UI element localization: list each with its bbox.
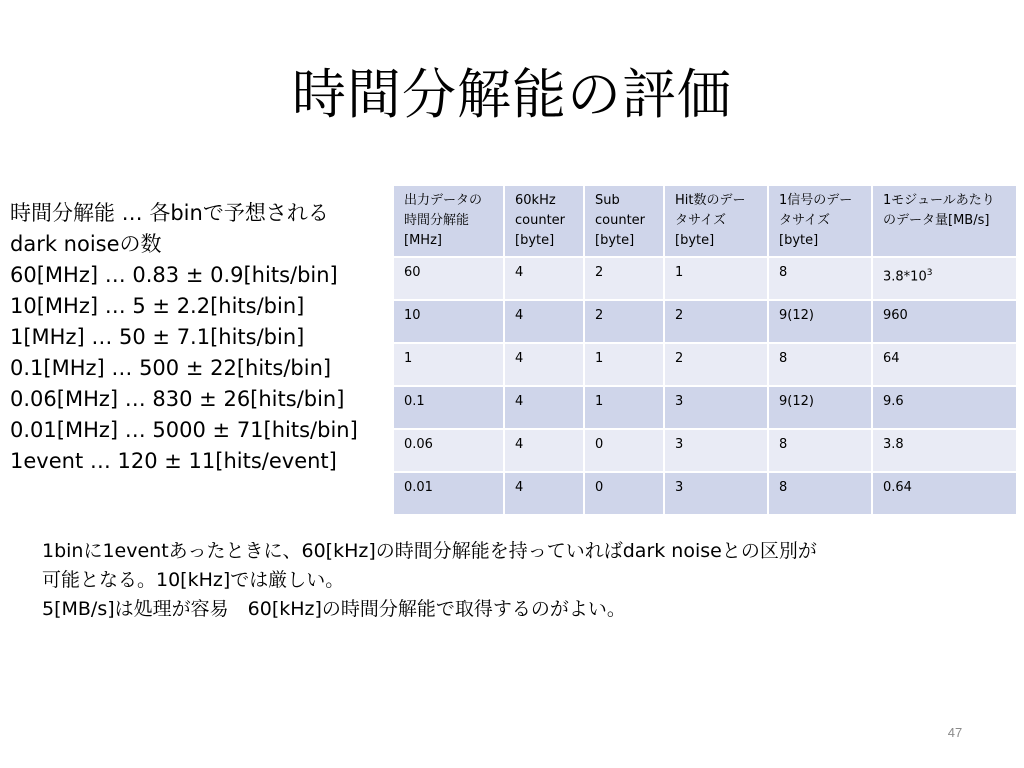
table-cell: 8 <box>768 429 872 472</box>
table-header-cell: Sub counter [byte] <box>584 185 664 257</box>
table-cell: 0.64 <box>872 472 1017 515</box>
table-cell: 1 <box>584 386 664 429</box>
table-cell: 64 <box>872 343 1017 386</box>
table-cell: 9.6 <box>872 386 1017 429</box>
table-header-cell: 60kHz counter [byte] <box>504 185 584 257</box>
table-cell: 8 <box>768 257 872 300</box>
list-item: 1event … 120 ± 11[hits/event] <box>10 449 337 473</box>
list-item: dark noiseの数 <box>10 232 162 256</box>
table-cell <box>872 257 1017 300</box>
conclusion-line: 1binに1eventあったときに、60[kHz]の時間分解能を持っていればdark noiseとの区別が <box>42 540 817 562</box>
table-cell: 3.8 <box>872 429 1017 472</box>
table-cell: 0.01 <box>393 472 504 515</box>
table-cell: 9(12) <box>768 386 872 429</box>
table-header-cell: 1信号のデータサイズ[byte] <box>768 185 872 257</box>
table-cell: 2 <box>584 257 664 300</box>
table-row <box>393 343 1017 386</box>
table-row <box>393 300 1017 343</box>
table-cell: 960 <box>872 300 1017 343</box>
list-item: 0.01[MHz] … 5000 ± 71[hits/bin] <box>10 418 358 442</box>
table-cell: 8 <box>768 343 872 386</box>
table-cell: 2 <box>584 300 664 343</box>
data-size-table <box>392 184 1018 516</box>
slide-title: 時間分解能の評価 <box>292 63 732 126</box>
table-cell: 0.06 <box>393 429 504 472</box>
table-cell-value: 3.8*10 <box>883 269 927 285</box>
table-header-row <box>393 185 1017 257</box>
table-cell: 4 <box>504 472 584 515</box>
table-cell: 60 <box>393 257 504 300</box>
conclusion-line: 5[MB/s]は処理が容易 60[kHz]の時間分解能で取得するのがよい。 <box>42 598 626 620</box>
list-item: 0.1[MHz] … 500 ± 22[hits/bin] <box>10 356 332 380</box>
list-item: 1[MHz] … 50 ± 7.1[hits/bin] <box>10 325 305 349</box>
page-number: 47 <box>947 725 963 740</box>
table-cell: 0 <box>584 472 664 515</box>
table-cell: 9(12) <box>768 300 872 343</box>
list-item: 10[MHz] … 5 ± 2.2[hits/bin] <box>10 294 305 318</box>
exponent: 3 <box>926 268 933 278</box>
table-cell: 4 <box>504 429 584 472</box>
table-cell: 1 <box>584 343 664 386</box>
table-cell: 4 <box>504 343 584 386</box>
table-row <box>393 472 1017 515</box>
table-cell: 10 <box>393 300 504 343</box>
table-cell: 1 <box>393 343 504 386</box>
table-cell: 4 <box>504 257 584 300</box>
table-cell: 1 <box>664 257 768 300</box>
table-cell: 2 <box>664 300 768 343</box>
table-cell: 3 <box>664 429 768 472</box>
table-cell: 0.1 <box>393 386 504 429</box>
table-row <box>393 257 1017 300</box>
table-cell: 4 <box>504 300 584 343</box>
table-cell: 2 <box>664 343 768 386</box>
list-item: 時間分解能 … 各binで予想される <box>10 201 329 225</box>
table-row <box>393 386 1017 429</box>
table-header-cell: 出力データの時間分解能[MHz] <box>393 185 504 257</box>
table-row <box>393 429 1017 472</box>
dark-noise-list <box>10 198 390 477</box>
table-cell: 8 <box>768 472 872 515</box>
table-header-cell: 1モジュールあたりのデータ量[MB/s] <box>872 185 1017 257</box>
table-header-cell: Hit数のデータサイズ[byte] <box>664 185 768 257</box>
table-cell: 4 <box>504 386 584 429</box>
table-cell: 0 <box>584 429 664 472</box>
list-item: 60[MHz] … 0.83 ± 0.9[hits/bin] <box>10 263 338 287</box>
table-cell: 3 <box>664 386 768 429</box>
conclusion-text <box>42 537 1002 624</box>
conclusion-line: 可能となる。10[kHz]では厳しい。 <box>42 569 345 591</box>
table-cell: 3 <box>664 472 768 515</box>
list-item: 0.06[MHz] … 830 ± 26[hits/bin] <box>10 387 345 411</box>
